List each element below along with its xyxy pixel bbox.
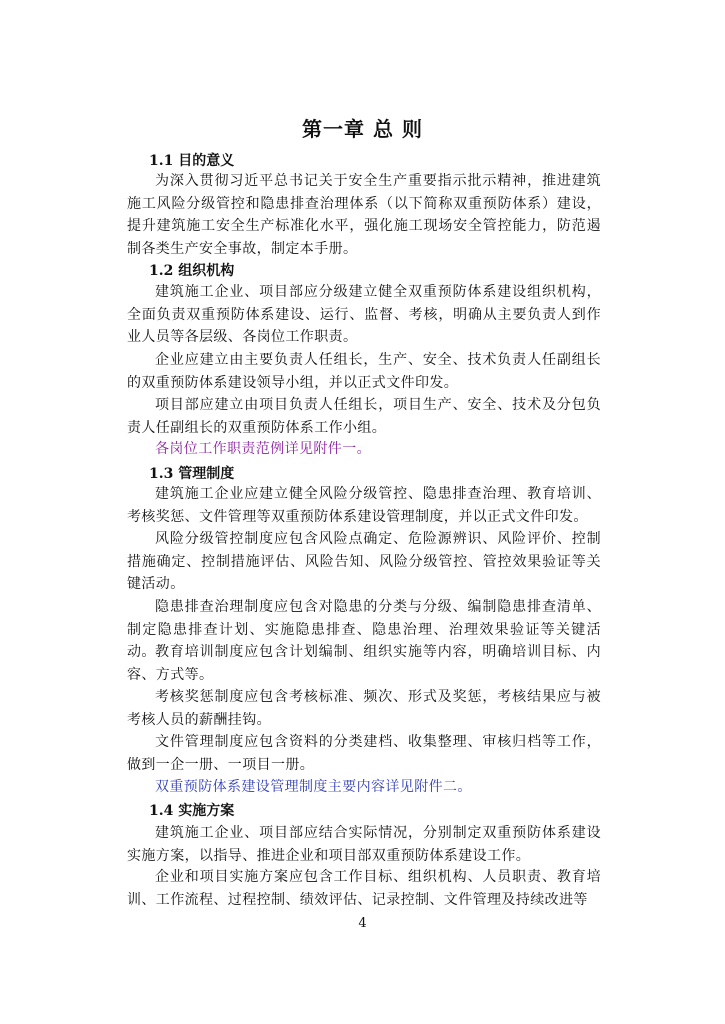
page-number: 4 [358,916,367,931]
paragraph: 建筑施工企业、项目部应分级建立健全双重预防体系建设组织机构，全面负责双重预防体系建设、运行、监督、考核，明确从主要负责人到作业人员等各层级、各岗位工作职责。 [127,284,601,345]
paragraph: 考核奖惩制度应包含考核标准、频次、形式及奖惩，考核结果应与被考核人员的薪酬挂钩。 [127,689,601,728]
paragraph: 建筑施工企业应建立健全风险分级管控、隐患排查治理、教育培训、考核奖惩、文件管理等双重预防体系建设管理制度，并以正式文件印发。 [127,486,601,525]
paragraph: 企业应建立由主要负责人任组长，生产、安全、技术负责人任副组长的双重预防体系建设领导小组，并以正式文件印发。 [127,352,601,391]
paragraph: 企业和项目实施方案应包含工作目标、组织机构、人员职责、教育培训、工作流程、过程控制、绩效评估、记录控制、文件管理及持续改进等 [127,869,601,908]
section-heading-1-4: 1.4 实施方案 [149,803,235,819]
section-heading-1-2: 1.2 组织机构 [149,263,235,279]
paragraph: 教育培训制度应包含计划编制、组织实施等内容，明确培训目标、内容、方式等。 [127,644,601,683]
section-heading-1-3: 1.3 管理制度 [149,466,235,482]
paragraph: 隐患排查治理制度应包含对隐患的分类与分级、编制隐患排查清单、制定隐患排查计划、实施隐患排查、隐患治理、治理效果验证等关键活动。 [127,599,601,660]
paragraph: 项目部应建立由项目负责人任组长，项目生产、安全、技术及分包负责人任副组长的双重预防体系工作小组。 [127,397,601,436]
chapter-title: 第一章 总 则 [302,117,423,141]
annex-reference-link[interactable]: 各岗位工作职责范例详见附件一。 [155,441,371,457]
section-heading-1-1: 1.1 目的意义 [149,153,235,169]
paragraph: 为深入贯彻习近平总书记关于安全生产重要指示批示精神，推进建筑施工风险分级管控和隐患排查治理体系（以下简称双重预防体系）建设，提升建筑施工安全生产标准化水平，强化施工现场安全管控能力，防范遏制各类生产安全事故，制定本手册。 [127,173,601,257]
paragraph: 风险分级管控制度应包含风险点确定、危险源辨识、风险评价、控制措施确定、控制措施评估、风险告知、风险分级管控、管控效果验证等关键活动。 [127,531,601,592]
paragraph: 建筑施工企业、项目部应结合实际情况，分别制定双重预防体系建设实施方案，以指导、推进企业和项目部双重预防体系建设工作。 [127,825,601,864]
paragraph: 文件管理制度应包含资料的分类建档、收集整理、审核归档等工作，做到一企一册、一项目一册。 [127,734,601,773]
annex-reference-link[interactable]: 双重预防体系建设管理制度主要内容详见附件二。 [155,779,472,795]
